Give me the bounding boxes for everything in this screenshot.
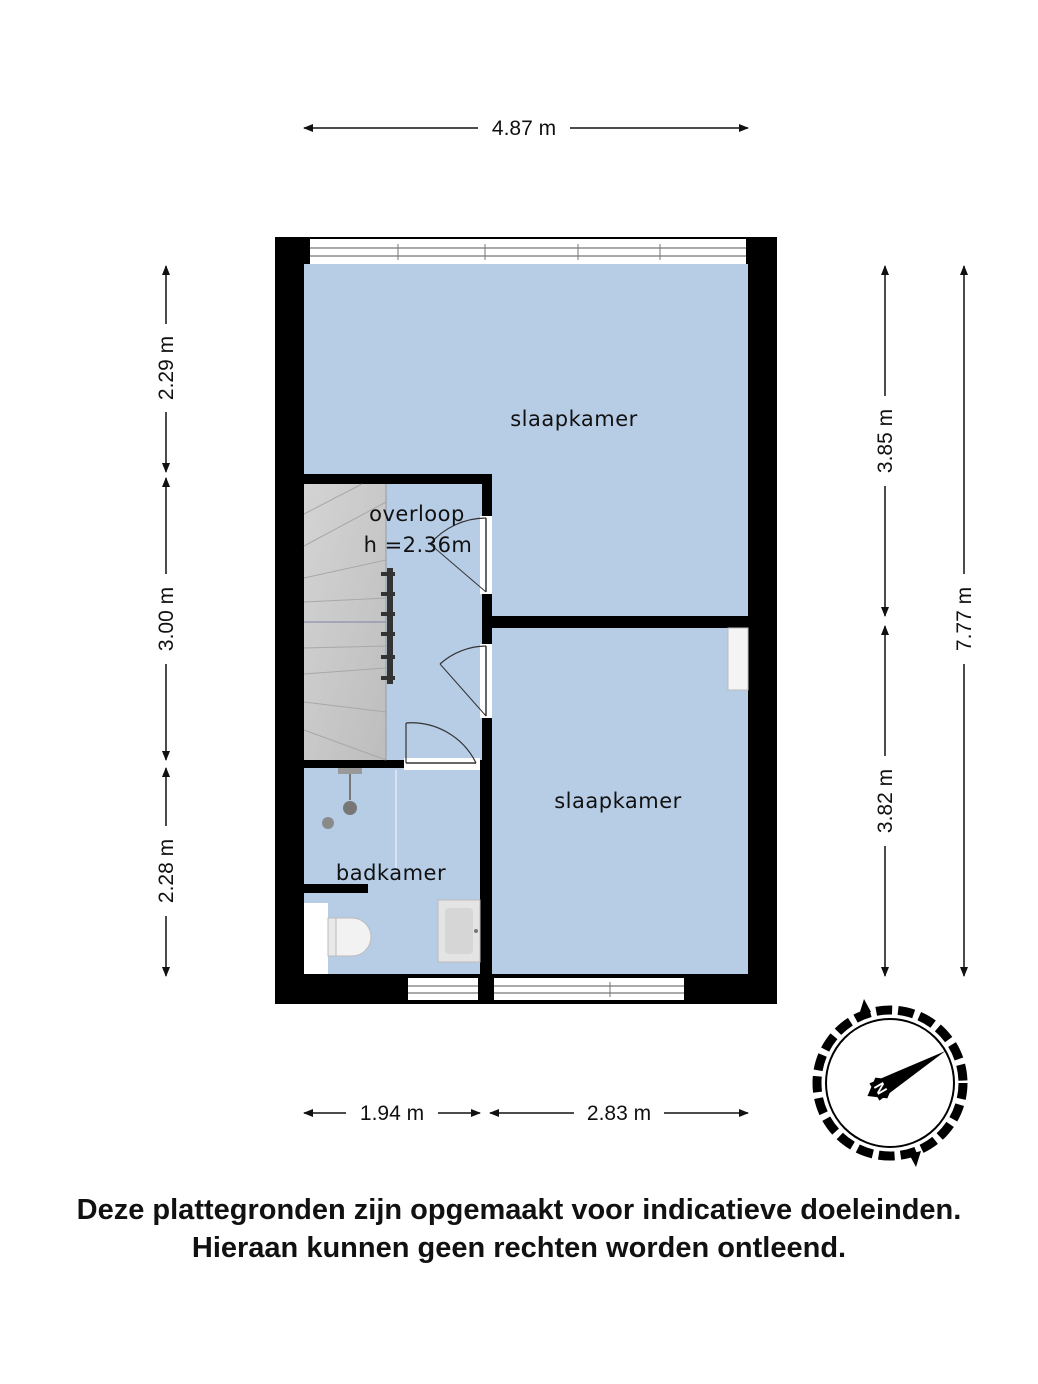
dimension-label: 2.29 m: [155, 335, 178, 401]
sink: [438, 900, 480, 962]
building: [275, 237, 777, 1004]
dimension-left-middle: [155, 478, 178, 760]
window-top: [310, 239, 746, 264]
disclaimer-line-1: Deze plattegronden zijn opgemaakt voor indicatieve doeleinden.: [76, 1194, 962, 1226]
dimension-label: 3.00 m: [155, 586, 178, 652]
compass: [817, 999, 963, 1167]
window-bedroom-bottom: [494, 978, 684, 1000]
compass-needle: [861, 1041, 951, 1107]
dimension-right-upper: [874, 266, 897, 616]
room-label-bathroom: badkamer: [335, 861, 447, 885]
dimension-right-total: [953, 266, 976, 976]
room-label-bedroom-bottom: slaapkamer: [554, 789, 682, 813]
dimension-bottom-left: [304, 1102, 480, 1125]
dimension-label: 3.82 m: [874, 768, 897, 834]
dimension-label: 1.94 m: [359, 1102, 425, 1125]
dimension-right-lower: [874, 626, 897, 976]
disclaimer-line-2: Hieraan kunnen geen rechten worden ontleend.: [191, 1232, 847, 1264]
dimension-top-width: [304, 117, 748, 140]
dimension-label: 4.87 m: [491, 117, 557, 140]
room-label-landing-height: h =2.36m: [363, 533, 473, 557]
room-label-landing: overloop: [369, 502, 465, 526]
wardrobe: [728, 628, 748, 690]
room-label-bedroom-top: slaapkamer: [510, 407, 638, 431]
window-bathroom: [408, 978, 478, 1000]
compass-north-label: N: [869, 1079, 891, 1098]
dimension-left-top: [155, 266, 178, 472]
dimension-label: 2.83 m: [586, 1102, 652, 1125]
dimension-label: 2.28 m: [155, 838, 178, 904]
dimension-left-bottom: [155, 768, 178, 976]
dimension-bottom-right: [490, 1102, 748, 1125]
dimension-label: 7.77 m: [953, 586, 976, 652]
dimension-label: 3.85 m: [874, 408, 897, 474]
